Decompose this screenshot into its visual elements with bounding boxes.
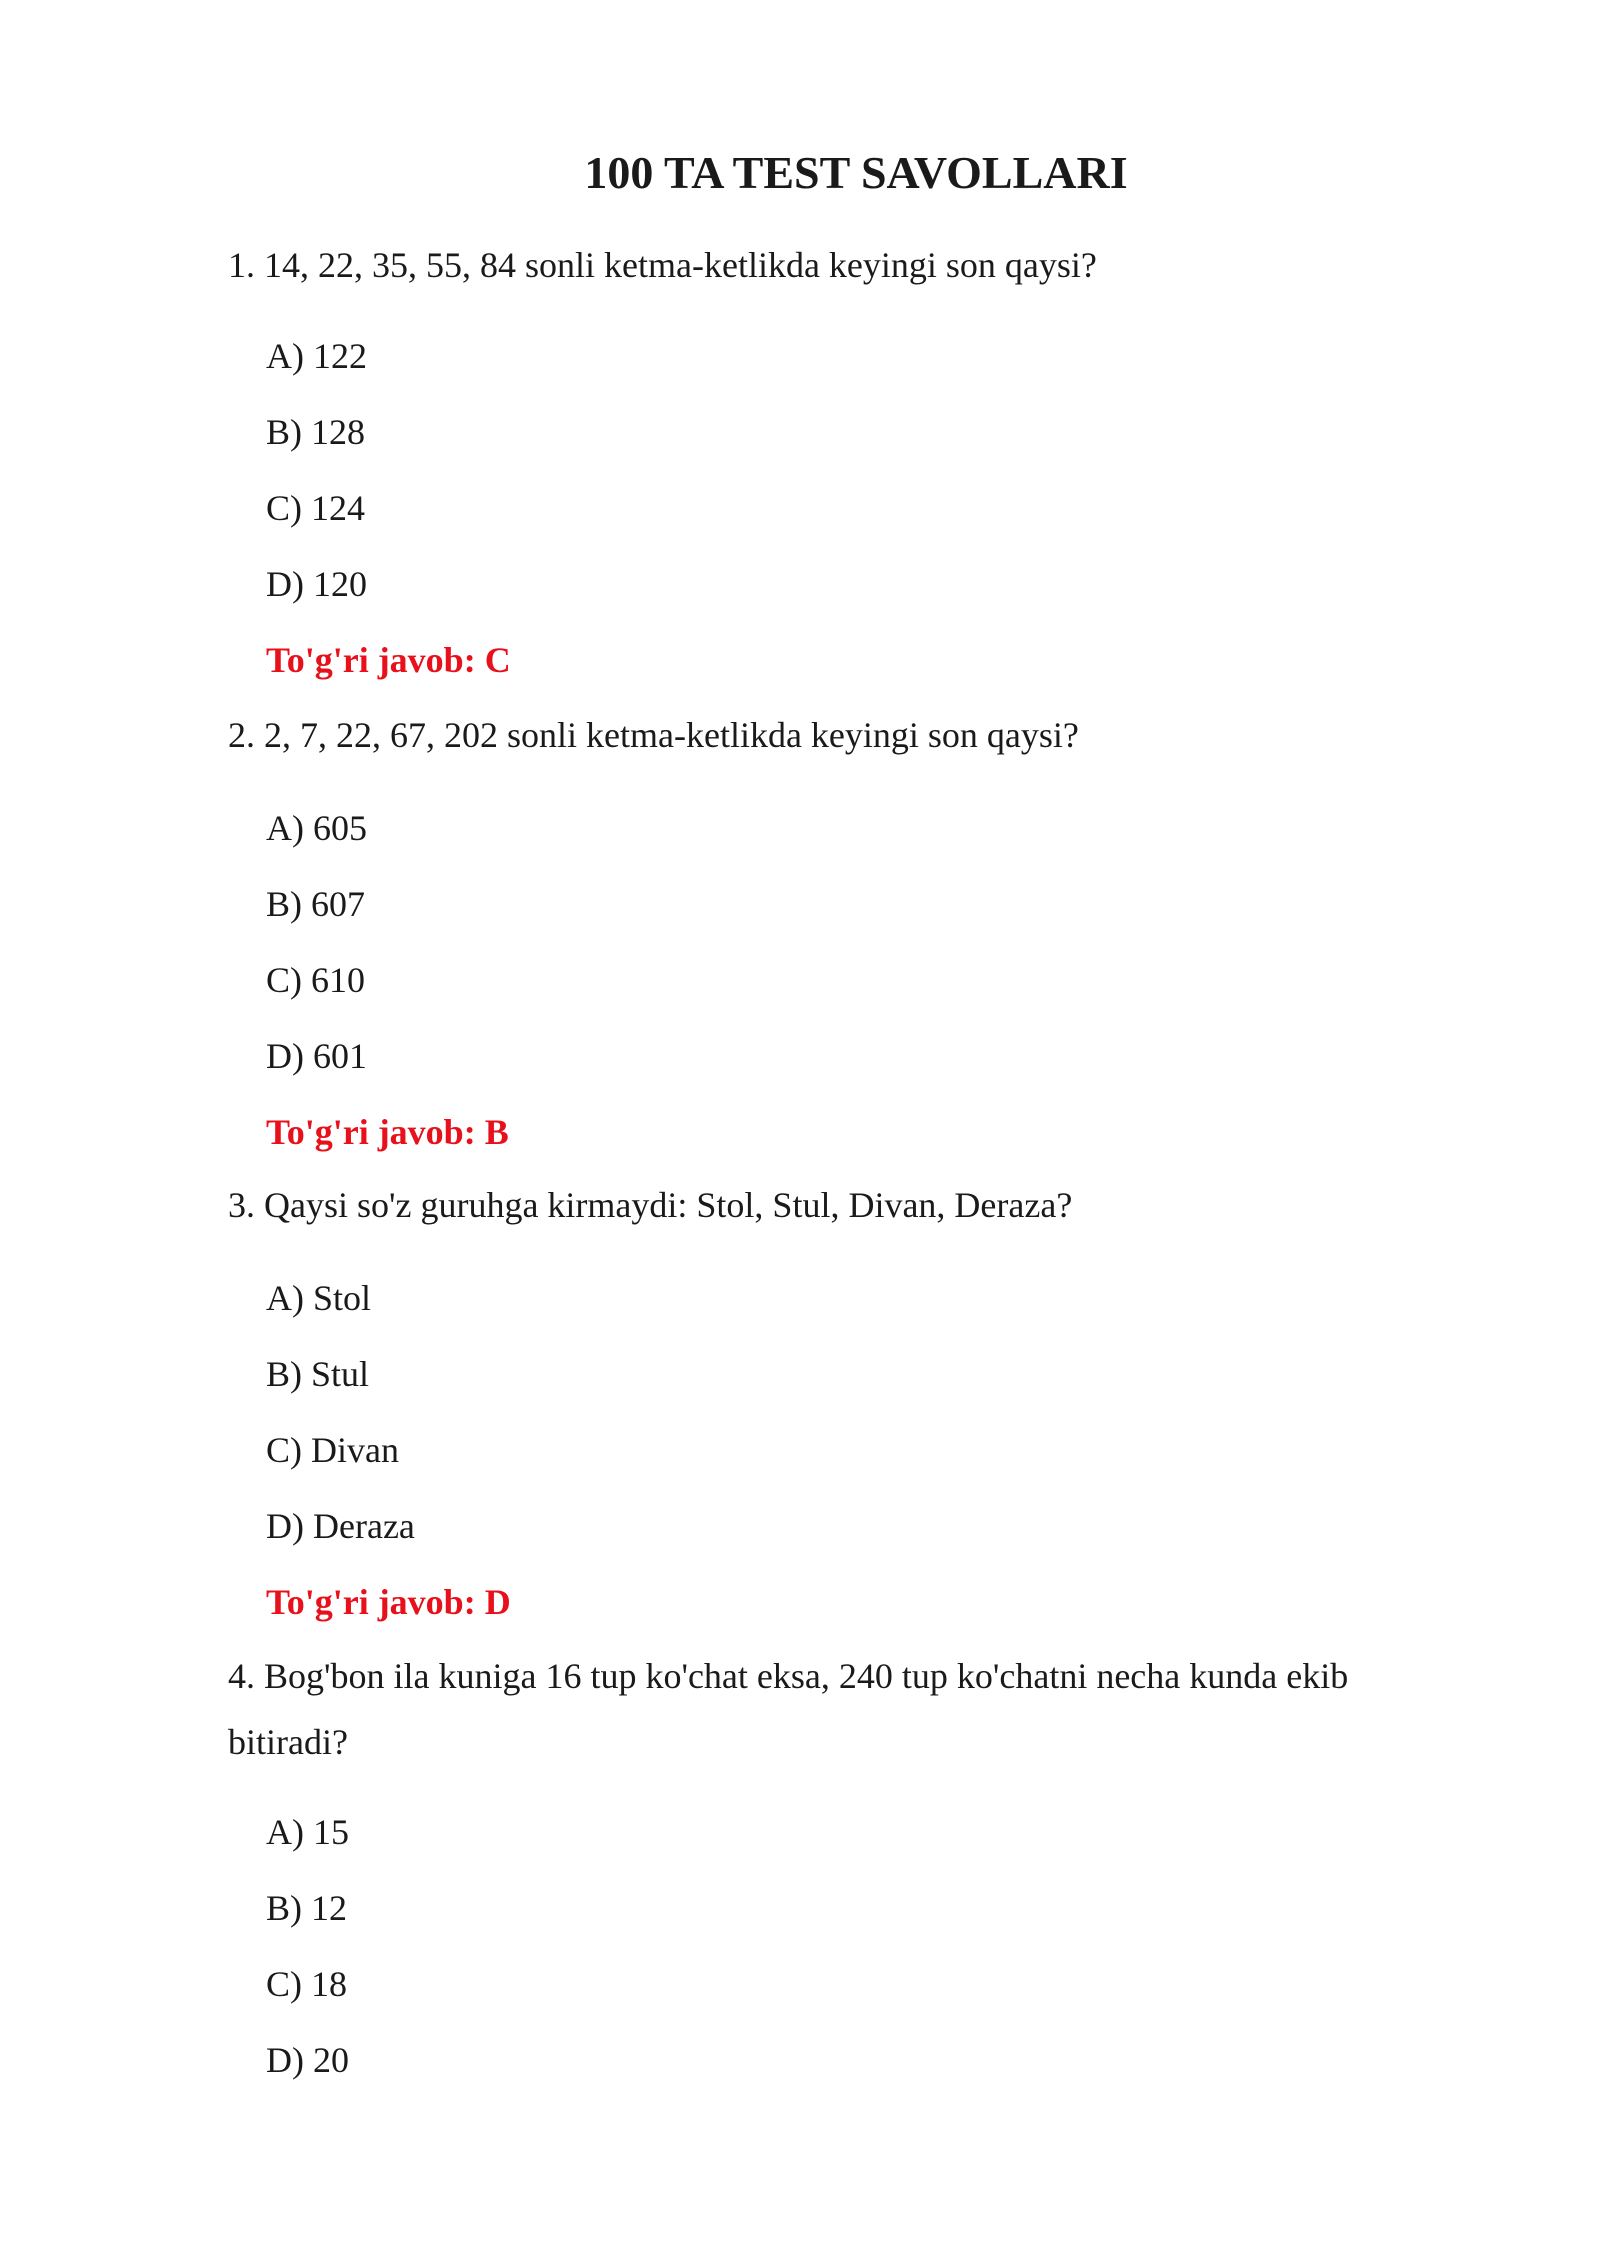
option-1d [266,566,367,602]
option-letter: D) [266,2040,304,2080]
option-text: 607 [311,884,365,924]
question-number: 4. [228,1656,255,1696]
option-text: 120 [313,564,367,604]
option-text: 12 [311,1888,347,1928]
option-4c [266,1966,347,2002]
question-text: 14, 22, 35, 55, 84 sonli ketma-ketlikda keyingi son qaysi? [264,245,1097,285]
option-text: 605 [313,808,367,848]
option-3c [266,1432,399,1468]
question-number: 3. [228,1185,255,1225]
option-4d [266,2042,349,2078]
option-text: 15 [313,1812,349,1852]
option-letter: B) [266,884,302,924]
option-text: Divan [311,1430,399,1470]
option-3a [266,1280,371,1316]
option-letter: A) [266,1278,304,1318]
page-title: 100 TA TEST SAVOLLARI [584,147,1128,198]
option-4b [266,1890,347,1926]
option-text: 18 [311,1964,347,2004]
option-letter: C) [266,488,302,528]
correct-answer-1 [266,642,511,678]
correct-answer-3 [266,1584,511,1620]
option-text: Stol [313,1278,372,1318]
question-1 [228,232,1408,298]
question-text: Qaysi so'z guruhga kirmaydi: Stol, Stul, Divan, Deraza? [264,1185,1073,1225]
option-3b [266,1356,369,1392]
option-2c [266,962,365,998]
question-4 [228,1643,1408,1775]
question-text: Bog'bon ila kuniga 16 tup ko'chat eksa, 240 tup ko'chatni necha kunda ekib bitiradi? [228,1656,1349,1762]
question-number: 2. [228,715,255,755]
option-letter: C) [266,1430,302,1470]
option-text: 128 [311,412,365,452]
option-letter: B) [266,412,302,452]
answer-label: To'g'ri javob: [266,1582,476,1622]
option-letter: A) [266,1812,304,1852]
question-text: 2, 7, 22, 67, 202 sonli ketma-ketlikda keyingi son qaysi? [264,715,1079,755]
option-letter: D) [266,564,304,604]
question-3 [228,1172,1408,1238]
option-text: 601 [313,1036,367,1076]
option-letter: C) [266,1964,302,2004]
option-letter: D) [266,1036,304,1076]
option-text: 610 [311,960,365,1000]
option-letter: A) [266,808,304,848]
correct-answer-2 [266,1114,509,1150]
answer-value: D [484,1582,511,1622]
question-number: 1. [228,245,255,285]
option-1a [266,338,367,374]
option-letter: B) [266,1354,302,1394]
option-letter: C) [266,960,302,1000]
option-text: Deraza [313,1506,415,1546]
option-letter: B) [266,1888,302,1928]
option-2a [266,810,367,846]
option-letter: D) [266,1506,304,1546]
option-text: 20 [313,2040,349,2080]
option-3d [266,1508,415,1544]
option-text: Stul [311,1354,370,1394]
answer-label: To'g'ri javob: [266,640,476,680]
option-text: 122 [313,336,367,376]
answer-value: B [484,1112,509,1152]
question-2 [228,702,1408,768]
answer-value: C [484,640,511,680]
option-text: 124 [311,488,365,528]
option-letter: A) [266,336,304,376]
option-1c [266,490,365,526]
option-4a [266,1814,349,1850]
answer-label: To'g'ri javob: [266,1112,476,1152]
option-1b [266,414,365,450]
option-2b [266,886,365,922]
option-2d [266,1038,367,1074]
